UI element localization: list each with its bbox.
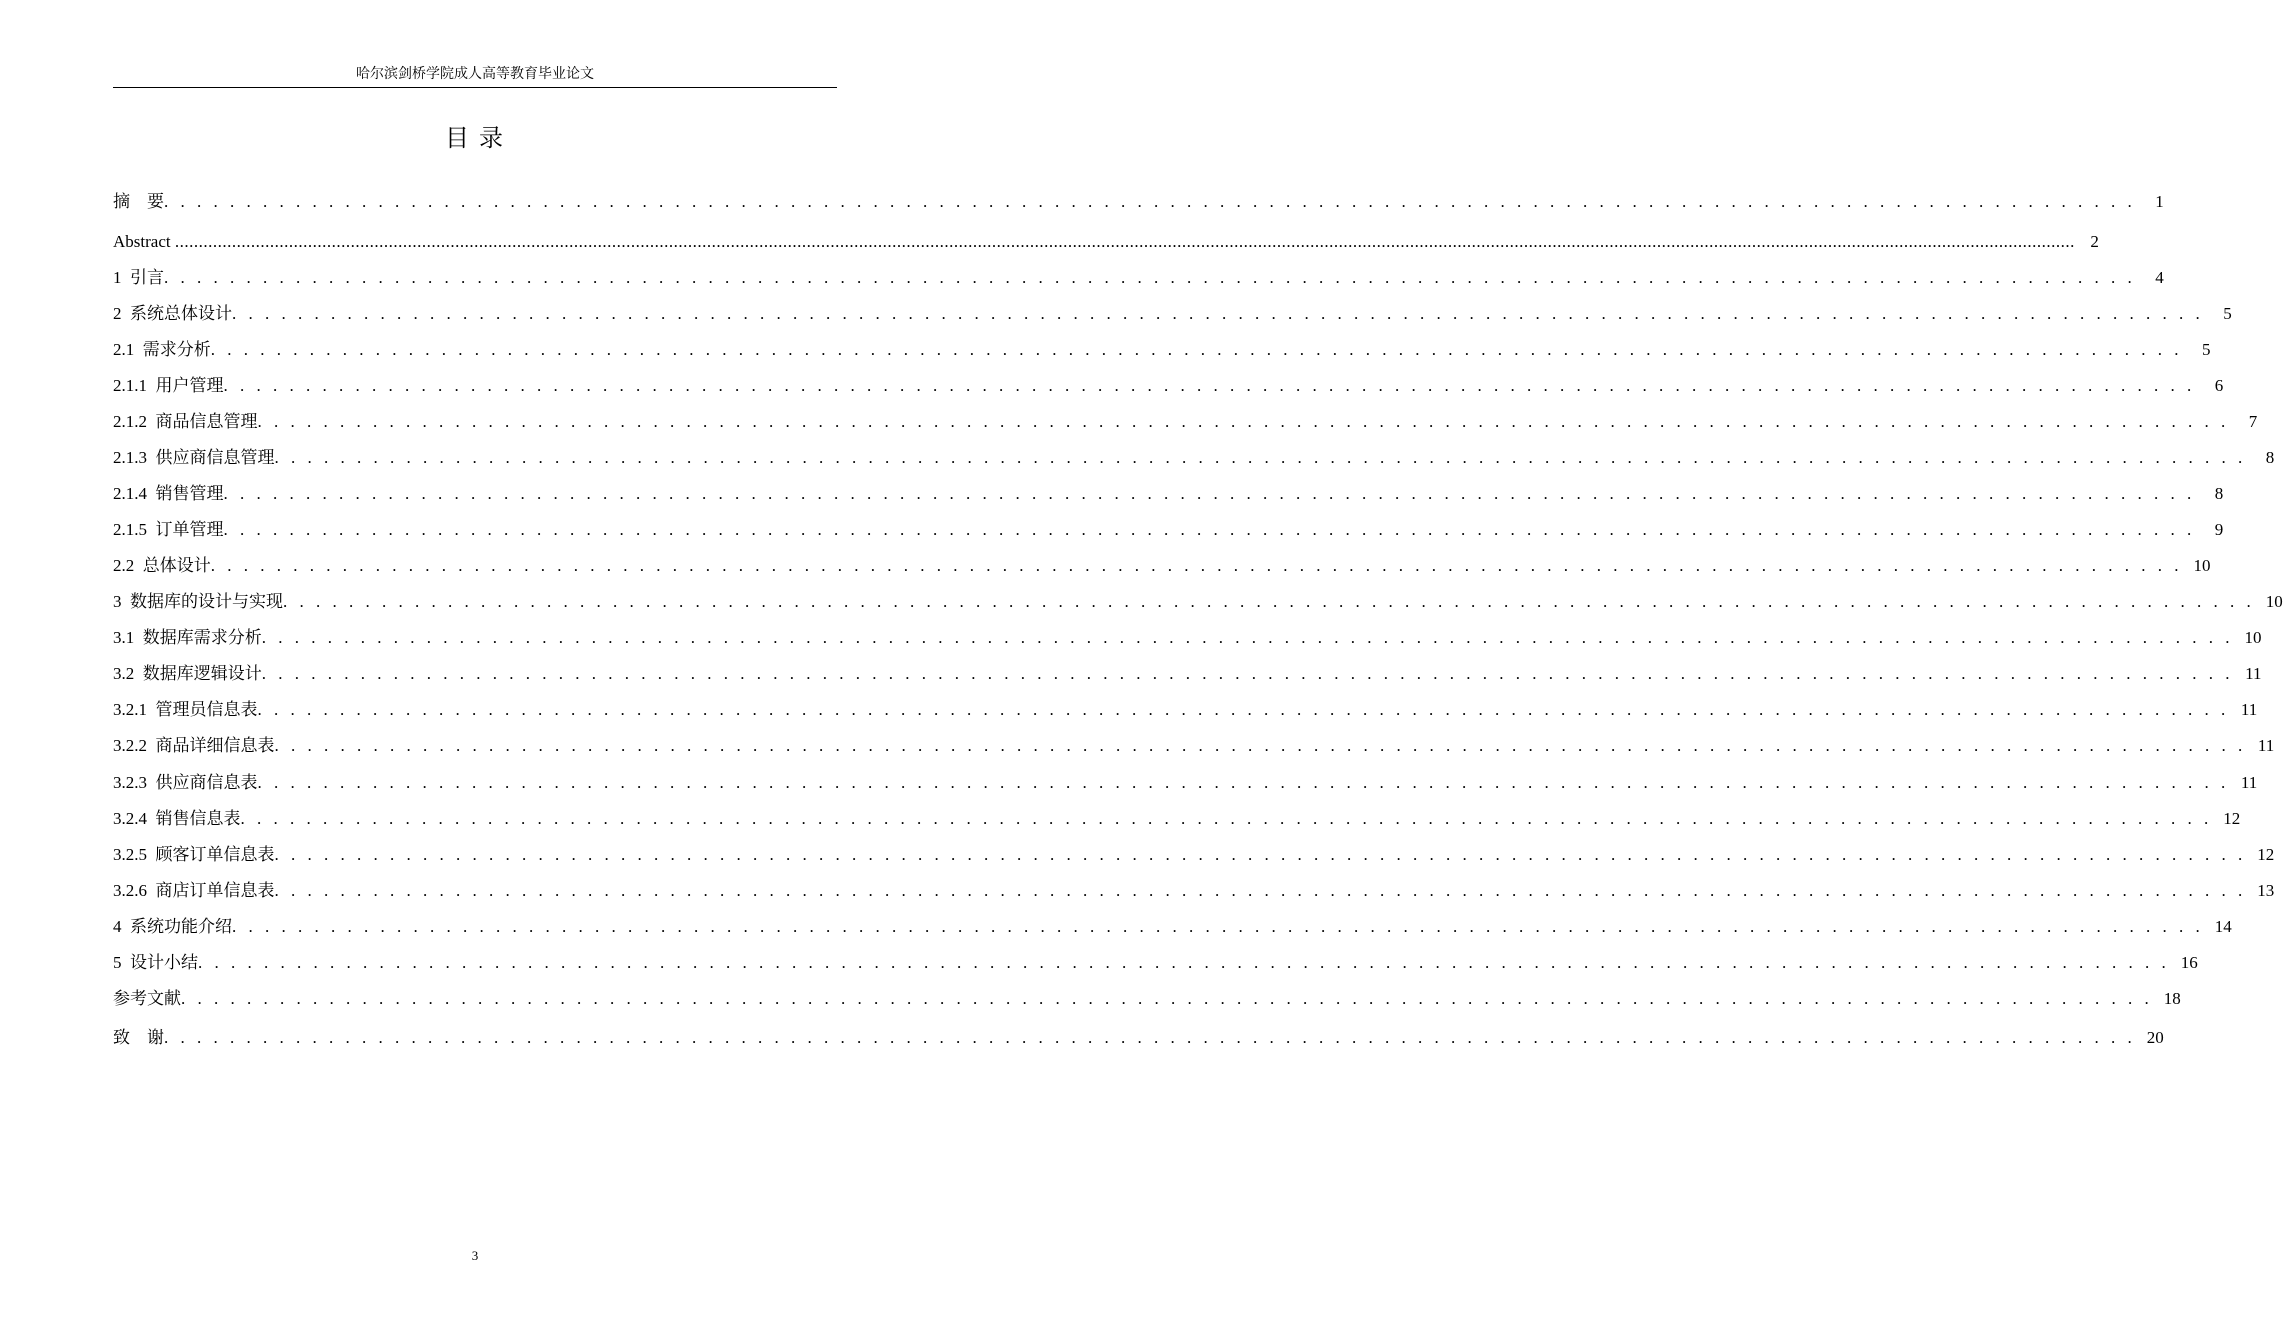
toc-entry-label: 3.2.4 销售信息表 xyxy=(113,809,241,828)
toc-entry[interactable] xyxy=(113,988,2181,1010)
toc-entry-label: 3.2.3 供应商信息表 xyxy=(113,773,258,792)
toc-entry-label: 2.1.4 销售管理 xyxy=(113,484,224,503)
toc-entry[interactable] xyxy=(113,627,2262,649)
toc-entry-label: 2.1.1 用户管理 xyxy=(113,376,224,395)
toc-leader-dots: . . . . . . . . . . . . . . . . . . . . . . . . . . . . . . . . . . . . . . . . . . . . . . . . . . . . . . . . . . . . . . . . . . . . . . . . . . . . . . . . . . . . . . . . . . . . . . . . . . . . . . . . . . . . . . . . . . . . . . . . xyxy=(164,268,2136,287)
toc-entry[interactable] xyxy=(113,447,2275,469)
toc-entry-page: 11 xyxy=(2240,700,2258,719)
toc-entry-page: 7 xyxy=(2248,412,2258,431)
toc-entry[interactable] xyxy=(113,1027,2164,1049)
toc-entry-page: 12 xyxy=(2257,845,2275,864)
toc-leader-dots: . . . . . . . . . . . . . . . . . . . . . . . . . . . . . . . . . . . . . . . . . . . . . . . . . . . . . . . . . . . . . . . . . . . . . . . . . . . . . . . . . . . . . . . . . . . . . . . . . . . . . . . . . . . . . . . . . . . . . . . . xyxy=(164,1028,2136,1047)
toc-entry-page: 9 xyxy=(2214,520,2224,539)
toc-entry-label: 3.1 数据库需求分析 xyxy=(113,628,262,647)
toc-leader-dots: ................................................................................................................................................................................................................................................................................................................................................................................................................ xyxy=(174,232,2075,251)
toc-entry-page: 1 xyxy=(2155,192,2164,211)
toc-leader-dots: . . . . . . . . . . . . . . . . . . . . . . . . . . . . . . . . . . . . . . . . . . . . . . . . . . . . . . . . . . . . . . . . . . . . . . . . . . . . . . . . . . . . . . . . . . . . . . . . . . . . . . . . . . . . . . . . . . . . . . . . xyxy=(210,556,2183,575)
toc-entry-label: 参考文献 xyxy=(113,989,181,1008)
toc-leader-dots: . . . . . . . . . . . . . . . . . . . . . . . . . . . . . . . . . . . . . . . . . . . . . . . . . . . . . . . . . . . . . . . . . . . . . . . . . . . . . . . . . . . . . . . . . . . . . . . . . . . . . . . . . . . . . . . . . . . . . . . . xyxy=(257,700,2230,719)
toc-entry-label: 摘 要 xyxy=(113,192,164,211)
toc-leader-dots: . . . . . . . . . . . . . . . . . . . . . . . . . . . . . . . . . . . . . . . . . . . . . . . . . . . . . . . . . . . . . . . . . . . . . . . . . . . . . . . . . . . . . . . . . . . . . . . . . . . . . . . . . . . . . . . . . . . . . . . . xyxy=(181,989,2153,1008)
running-header: 哈尔滨剑桥学院成人高等教育毕业论文 xyxy=(356,67,594,82)
toc-title: 目 录 xyxy=(445,126,505,152)
toc-entry-page: 16 xyxy=(2180,953,2198,972)
toc-leader-dots: . . . . . . . . . . . . . . . . . . . . . . . . . . . . . . . . . . . . . . . . . . . . . . . . . . . . . . . . . . . . . . . . . . . . . . . . . . . . . . . . . . . . . . . . . . . . . . . . . . . . . . . . . . . . . . . . . . . . . . . . xyxy=(274,736,2247,755)
header-rule xyxy=(113,87,837,88)
toc-entry[interactable] xyxy=(113,483,2224,505)
toc-entry-label: 1 引言 xyxy=(113,268,164,287)
toc-entry[interactable] xyxy=(113,339,2211,361)
toc-entry[interactable] xyxy=(113,267,2164,289)
toc-entry-page: 6 xyxy=(2214,376,2224,395)
toc-entry-label: 2.1.3 供应商信息管理 xyxy=(113,448,275,467)
toc-entry[interactable] xyxy=(113,591,2283,613)
toc-entry[interactable] xyxy=(113,375,2224,397)
toc-entry-page: 11 xyxy=(2245,664,2262,683)
toc-entry-label: 2.2 总体设计 xyxy=(113,556,211,575)
toc-leader-dots: . . . . . . . . . . . . . . . . . . . . . . . . . . . . . . . . . . . . . . . . . . . . . . . . . . . . . . . . . . . . . . . . . . . . . . . . . . . . . . . . . . . . . . . . . . . . . . . . . . . . . . . . . . . . . . . . . . . . . . . . xyxy=(283,592,2255,611)
toc-entry-label: 2.1.2 商品信息管理 xyxy=(113,412,258,431)
toc-leader-dots: . . . . . . . . . . . . . . . . . . . . . . . . . . . . . . . . . . . . . . . . . . . . . . . . . . . . . . . . . . . . . . . . . . . . . . . . . . . . . . . . . . . . . . . . . . . . . . . . . . . . . . . . . . . . . . . . . . . . . . . . xyxy=(274,448,2247,467)
toc-leader-dots: . . . . . . . . . . . . . . . . . . . . . . . . . . . . . . . . . . . . . . . . . . . . . . . . . . . . . . . . . . . . . . . . . . . . . . . . . . . . . . . . . . . . . . . . . . . . . . . . . . . . . . . . . . . . . . . . . . . . . . . . xyxy=(274,881,2247,900)
toc-entry-label: 3 数据库的设计与实现 xyxy=(113,592,283,611)
toc-leader-dots: . . . . . . . . . . . . . . . . . . . . . . . . . . . . . . . . . . . . . . . . . . . . . . . . . . . . . . . . . . . . . . . . . . . . . . . . . . . . . . . . . . . . . . . . . . . . . . . . . . . . . . . . . . . . . . . . . . . . . . . . xyxy=(261,628,2234,647)
toc-entry[interactable] xyxy=(113,952,2198,974)
toc-entry[interactable] xyxy=(113,916,2232,938)
toc-entry-page: 4 xyxy=(2155,268,2164,287)
toc-entry[interactable] xyxy=(113,555,2211,577)
toc-entry[interactable] xyxy=(113,411,2258,433)
toc-leader-dots: . . . . . . . . . . . . . . . . . . . . . . . . . . . . . . . . . . . . . . . . . . . . . . . . . . . . . . . . . . . . . . . . . . . . . . . . . . . . . . . . . . . . . . . . . . . . . . . . . . . . . . . . . . . . . . . . . . . . . . . . xyxy=(223,520,2196,539)
toc-entry-label: 2 系统总体设计 xyxy=(113,304,232,323)
toc-leader-dots: . . . . . . . . . . . . . . . . . . . . . . . . . . . . . . . . . . . . . . . . . . . . . . . . . . . . . . . . . . . . . . . . . . . . . . . . . . . . . . . . . . . . . . . . . . . . . . . . . . . . . . . . . . . . . . . . . . . . . . . . xyxy=(223,376,2196,395)
toc-entry[interactable] xyxy=(113,663,2262,685)
toc-entry[interactable] xyxy=(113,699,2258,721)
toc-entry-label: 2.1.5 订单管理 xyxy=(113,520,224,539)
toc-entry-page: 8 xyxy=(2214,484,2224,503)
toc-entry[interactable] xyxy=(113,880,2275,902)
toc-entry-page: 10 xyxy=(2265,592,2283,611)
toc-entry-label: 5 设计小结 xyxy=(113,953,198,972)
toc-entry[interactable] xyxy=(113,772,2258,794)
toc-entry-label: 致 谢 xyxy=(113,1028,164,1047)
toc-entry-label: 3.2.2 商品详细信息表 xyxy=(113,736,275,755)
toc-entry-label: 3.2 数据库逻辑设计 xyxy=(113,664,262,683)
toc-entry-page: 10 xyxy=(2193,556,2211,575)
toc-entry-label: 3.2.5 顾客订单信息表 xyxy=(113,845,275,864)
toc-entry[interactable] xyxy=(113,844,2275,866)
toc-entry[interactable] xyxy=(113,231,2099,253)
toc-entry[interactable] xyxy=(113,191,2164,213)
toc-entry-page: 5 xyxy=(2202,340,2211,359)
toc-entry-page: 18 xyxy=(2163,989,2181,1008)
toc-entry-page: 10 xyxy=(2244,628,2262,647)
toc-entry-page: 5 xyxy=(2223,304,2232,323)
toc-entry-page: 8 xyxy=(2265,448,2275,467)
toc-entry-page: 20 xyxy=(2146,1028,2164,1047)
toc-leader-dots: . . . . . . . . . . . . . . . . . . . . . . . . . . . . . . . . . . . . . . . . . . . . . . . . . . . . . . . . . . . . . . . . . . . . . . . . . . . . . . . . . . . . . . . . . . . . . . . . . . . . . . . . . . . . . . . . . . . . . . . . xyxy=(257,773,2230,792)
toc-entry-page: 11 xyxy=(2257,736,2275,755)
toc-entry[interactable] xyxy=(113,303,2232,325)
page-number: 3 xyxy=(471,1248,479,1263)
toc-entry-label: 2.1 需求分析 xyxy=(113,340,211,359)
toc-leader-dots: . . . . . . . . . . . . . . . . . . . . . . . . . . . . . . . . . . . . . . . . . . . . . . . . . . . . . . . . . . . . . . . . . . . . . . . . . . . . . . . . . . . . . . . . . . . . . . . . . . . . . . . . . . . . . . . . . . . . . . . . xyxy=(240,809,2213,828)
toc-leader-dots: . . . . . . . . . . . . . . . . . . . . . . . . . . . . . . . . . . . . . . . . . . . . . . . . . . . . . . . . . . . . . . . . . . . . . . . . . . . . . . . . . . . . . . . . . . . . . . . . . . . . . . . . . . . . . . . . . . . . . . . . xyxy=(261,664,2234,683)
toc-entry[interactable] xyxy=(113,808,2241,830)
toc-leader-dots: . . . . . . . . . . . . . . . . . . . . . . . . . . . . . . . . . . . . . . . . . . . . . . . . . . . . . . . . . . . . . . . . . . . . . . . . . . . . . . . . . . . . . . . . . . . . . . . . . . . . . . . . . . . . . . . . . . . . . . . . xyxy=(232,304,2204,323)
toc-entry[interactable] xyxy=(113,519,2224,541)
toc-entry-page: 13 xyxy=(2257,881,2275,900)
toc-leader-dots: . . . . . . . . . . . . . . . . . . . . . . . . . . . . . . . . . . . . . . . . . . . . . . . . . . . . . . . . . . . . . . . . . . . . . . . . . . . . . . . . . . . . . . . . . . . . . . . . . . . . . . . . . . . . . . . . . . . . . . . . xyxy=(164,192,2136,211)
toc-entry-label: 3.2.6 商店订单信息表 xyxy=(113,881,275,900)
toc-entry-page: 14 xyxy=(2214,917,2232,936)
toc-entry-label: Abstract xyxy=(113,232,175,251)
toc-entry-label: 3.2.1 管理员信息表 xyxy=(113,700,258,719)
toc-entry-label: 4 系统功能介绍 xyxy=(113,917,232,936)
toc-leader-dots: . . . . . . . . . . . . . . . . . . . . . . . . . . . . . . . . . . . . . . . . . . . . . . . . . . . . . . . . . . . . . . . . . . . . . . . . . . . . . . . . . . . . . . . . . . . . . . . . . . . . . . . . . . . . . . . . . . . . . . . . xyxy=(223,484,2196,503)
toc-entry-page: 12 xyxy=(2223,809,2241,828)
toc-entry[interactable] xyxy=(113,735,2275,757)
toc-leader-dots: . . . . . . . . . . . . . . . . . . . . . . . . . . . . . . . . . . . . . . . . . . . . . . . . . . . . . . . . . . . . . . . . . . . . . . . . . . . . . . . . . . . . . . . . . . . . . . . . . . . . . . . . . . . . . . . . . . . . . . . . xyxy=(274,845,2247,864)
toc-entry-page: 11 xyxy=(2240,773,2258,792)
toc-entry-page: 2 xyxy=(2090,232,2099,251)
toc-leader-dots: . . . . . . . . . . . . . . . . . . . . . . . . . . . . . . . . . . . . . . . . . . . . . . . . . . . . . . . . . . . . . . . . . . . . . . . . . . . . . . . . . . . . . . . . . . . . . . . . . . . . . . . . . . . . . . . . . . . . . . . . xyxy=(210,340,2183,359)
toc-leader-dots: . . . . . . . . . . . . . . . . . . . . . . . . . . . . . . . . . . . . . . . . . . . . . . . . . . . . . . . . . . . . . . . . . . . . . . . . . . . . . . . . . . . . . . . . . . . . . . . . . . . . . . . . . . . . . . . . . . . . . . . . xyxy=(232,917,2204,936)
toc-leader-dots: . . . . . . . . . . . . . . . . . . . . . . . . . . . . . . . . . . . . . . . . . . . . . . . . . . . . . . . . . . . . . . . . . . . . . . . . . . . . . . . . . . . . . . . . . . . . . . . . . . . . . . . . . . . . . . . . . . . . . . . . xyxy=(257,412,2230,431)
toc-leader-dots: . . . . . . . . . . . . . . . . . . . . . . . . . . . . . . . . . . . . . . . . . . . . . . . . . . . . . . . . . . . . . . . . . . . . . . . . . . . . . . . . . . . . . . . . . . . . . . . . . . . . . . . . . . . . . . . . . . . . . . . . xyxy=(198,953,2170,972)
